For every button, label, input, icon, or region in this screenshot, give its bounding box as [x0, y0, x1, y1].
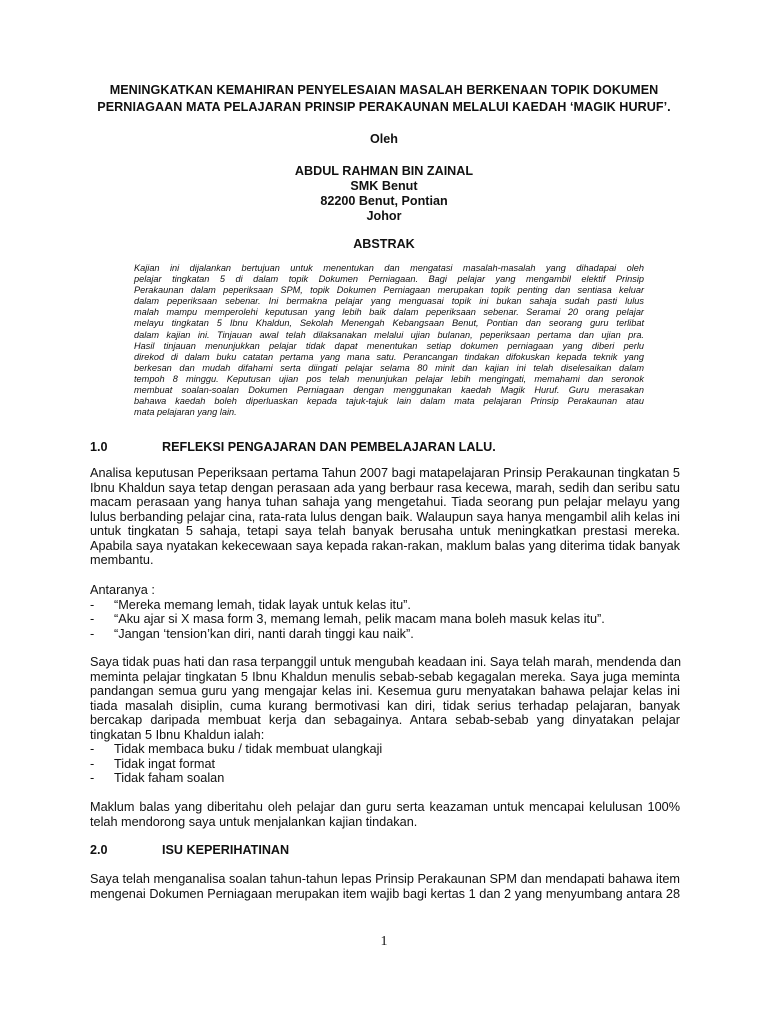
reason-item-text: Tidak faham soalan: [114, 771, 225, 785]
paragraph-line: macam perasaan yang hanya tuhan sahaja yang mengetahui. Tiada seorang pun pelajar melayu yang: [90, 495, 680, 509]
author-state: Johor: [366, 209, 402, 223]
author-name: ABDUL RAHMAN BIN ZAINAL: [294, 164, 474, 178]
antaranya-block: [90, 583, 680, 641]
abstract-line: direkod di dalam buku catatan pertama yang mana satu. Perancangan tindakan difokuskan kepada teknik yang: [134, 351, 644, 362]
abstract-line: dalam peperiksaan sebenar. Ini bermakna pelajar yang menguasai topik ini bukan sahaja sudah pasti lulus: [134, 296, 644, 307]
section-1-number: 1.0: [90, 440, 108, 454]
abstract-line: malah mampu memperolehi keputusan yang lebih baik dalam peperiksaan sebenar. Seramai 20 orang pelajar: [134, 307, 644, 318]
paragraph-line: Analisa keputusan Peperiksaan pertama Tahun 2007 bagi matapelajaran Prinsip Perakaunan tingkatan 5: [90, 466, 680, 480]
author-address: 82200 Benut, Pontian: [320, 194, 448, 208]
abstract-line: melayu tingkatan 5 Ibnu Khaldun, Sekolah Menengah Kebangsaan Benut, Pontian dan seorang guru terlibat: [134, 318, 644, 329]
abstract-line: membuat soalan-soalan Dokumen Perniagaan dengan menggunakan kaedah Magik Huruf. Guru merasakan: [134, 385, 644, 396]
quote-item-text: “Mereka memang lemah, tidak layak untuk kelas itu”.: [114, 597, 411, 612]
quote-item-text: “Aku ajar si X masa form 3, memang lemah, pelik macam mana boleh masuk kelas itu”.: [114, 612, 605, 626]
reason-item: [90, 771, 680, 786]
bullet-dash: -: [90, 756, 95, 771]
reason-item-text: Tidak ingat format: [114, 756, 216, 771]
abstract-line: Perakaunan dalam peperiksaan SPM, topik Dokumen Perniagaan merupakan topik penting dan sentiasa keluar: [134, 285, 644, 296]
paragraph-line: Apabila saya nyatakan kekecewaan saya kepada rakan-rakan, maklum balas yang diterima tidak banyak: [90, 538, 680, 553]
bullet-dash: -: [90, 612, 95, 626]
quote-list: [90, 598, 680, 642]
reason-item-text: Tidak membaca buku / tidak membuat ulangkaji: [114, 742, 383, 756]
quote-item: [90, 627, 680, 642]
title-line-2: PERNIAGAAN MATA PELAJARAN PRINSIP PERAKAUNAN MELALUI KAEDAH ‘MAGIK HURUF’.: [97, 100, 671, 114]
abstract-line: berkesan dan mudah difahami serta diingati pelajar selama 80 minit dan kajian ini telah diselesaikan dalam: [134, 362, 644, 373]
section-2-title: ISU KEPERIHATINAN: [162, 843, 290, 857]
abstract-body: [134, 263, 644, 418]
section-1-paragraph-1: [90, 466, 680, 568]
abstract-line: tempoh 8 minggu. Keputusan ujian pos telah menunjukan pelajar lebih mengingati, memahami dan seronok: [134, 373, 644, 384]
paragraph-line: mengenai Dokumen Perniagaan merupakan item wajib bagi kertas 1 dan 2 yang menyumbang antara 28: [90, 886, 680, 901]
bullet-dash: -: [90, 597, 95, 612]
quote-item-text: “Jangan ‘tension’kan diri, nanti darah tinggi kau naik”.: [114, 626, 414, 641]
paragraph-line: tingkatan 5 Ibnu Khaldun ialah:: [90, 727, 265, 742]
abstract-line: mata pelajaran yang lain.: [134, 407, 237, 418]
abstract-heading: ABSTRAK: [353, 237, 415, 251]
paragraph-line: telah mendorong saya untuk menjalankan kajian tindakan.: [90, 814, 418, 829]
paragraph-line: untuk tingkatan 5 sahaja, tetapi saya telah banyak berusaha untuk meningkatkan prestasi mereka.: [90, 524, 680, 538]
document-title: [80, 82, 688, 116]
by-label: Oleh: [370, 132, 398, 146]
abstract-line: Kajian ini dijalankan bertujuan untuk menentukan dan mengatasi masalah-masalah yang dihadapai oleh: [134, 263, 644, 273]
paragraph-line: lulus berbanding pelajar cina, rata-rata lulus dengan baik. Walaupun saya hanya mengambil alih kelas ini: [90, 509, 680, 524]
section-2-number: 2.0: [90, 843, 108, 857]
reason-item: [90, 757, 680, 772]
author-school: SMK Benut: [350, 179, 418, 193]
paragraph-line: Saya tidak puas hati dan rasa terpanggil untuk mengubah keadaan ini. Saya telah marah, mendenda dan: [90, 655, 682, 669]
reason-item: [90, 742, 680, 757]
paragraph-line: Maklum balas yang diberitahu oleh pelajar dan guru serta keazaman untuk mencapai kelulusan 100%: [90, 800, 680, 814]
abstract-line: pelajar tingkatan 5 di dalam topik Dokumen Perniagaan. Bagi pelajar yang mengambil elektif Prinsip: [134, 274, 644, 285]
antaranya-label: Antaranya :: [90, 583, 155, 597]
section-2-paragraph: [90, 872, 680, 901]
reason-list: [90, 742, 680, 786]
quote-item: [90, 612, 680, 627]
paragraph-line: meminta pelajar tingkatan 5 Ibnu Khaldun menulis sebab-sebab kegagalan mereka. Saya juga meminta: [90, 669, 680, 684]
paragraph-line: pandangan semua guru yang mengajar kelas ini. Kesemua guru menyatakan bahawa pelajar kelas ini: [90, 684, 680, 698]
title-line-1: MENINGKATKAN KEMAHIRAN PENYELESAIAN MASALAH BERKENAAN TOPIK DOKUMEN: [109, 83, 659, 97]
paragraph-line: Ibnu Khaldun saya tetap dengan perasaan ada yang berbaur rasa kecewa, marah, sedih dan seribu satu: [90, 480, 680, 495]
paragraph-line: Saya telah menganalisa soalan tahun-tahun lepas Prinsip Perakaunan SPM dan mendapati bahawa item: [90, 872, 680, 886]
bullet-dash: -: [90, 626, 95, 641]
page-number: 1: [380, 934, 388, 949]
section-1-paragraph-3: [90, 800, 680, 829]
abstract-line: dalam kajian ini. Tinjauan awal telah dilaksanakan melalui ujian bulanan, peperiksaan pertama dan ujian pra.: [134, 329, 644, 340]
abstract-line: bahawa kaedah boleh diperluaskan kepada tajuk-tajuk lain dalam mata pelajaran Prinsip Perakaunan atau: [134, 396, 644, 407]
paragraph-line: bercakap daripada membuat kerja dan sebagainya. Antara sebab-sebab yang dinyatakan pelajar: [90, 713, 680, 727]
abstract-line: Hasil tinjauan menunjukkan pelajar tidak dapat menentukan setiap dokumen perniagaan yang diberi perlu: [134, 340, 644, 351]
section-1-paragraph-2: [90, 655, 680, 742]
section-1-title: REFLEKSI PENGAJARAN DAN PEMBELAJARAN LALU.: [162, 440, 496, 454]
bullet-dash: -: [90, 742, 95, 756]
paragraph-line: membantu.: [90, 553, 154, 567]
paragraph-line: tiada masalah disiplin, cuma kurang bermotivasi kan diri, tidak serius terhadap pelajaran, banyak: [90, 698, 680, 713]
quote-item: [90, 598, 680, 613]
bullet-dash: -: [90, 771, 95, 785]
